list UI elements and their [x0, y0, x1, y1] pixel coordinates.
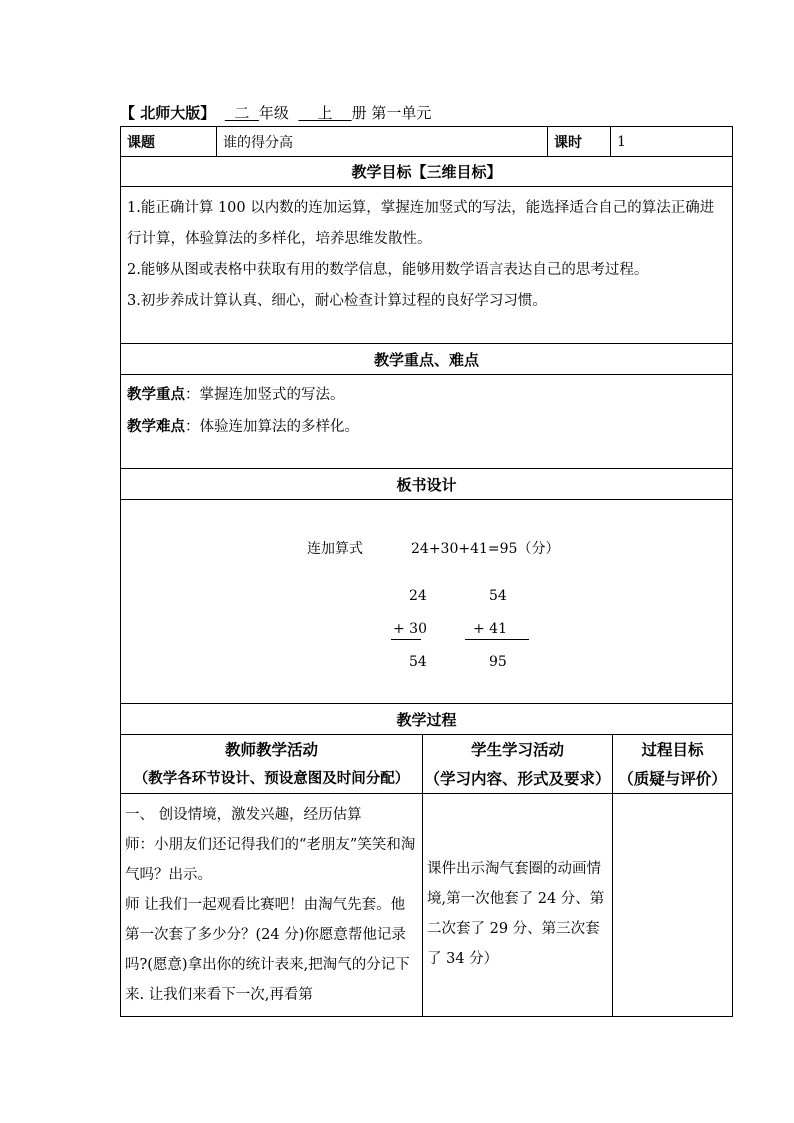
vertical-2-addend: + 41 [473, 621, 507, 637]
vertical-2-top: 54 [489, 588, 507, 604]
vertical-2-result: 95 [489, 654, 507, 670]
vertical-1-top: 24 [409, 588, 427, 604]
focus-text: ：掌握连加竖式的写法。 [185, 387, 345, 403]
period-label: 课时 [548, 127, 611, 157]
process-title: 教学过程 [121, 704, 733, 735]
student-activity-header [423, 735, 613, 794]
vertical-1-underline [391, 639, 421, 640]
difficulty-label: 教学难点 [127, 418, 185, 435]
teacher-line: 师 让我们一起观看比赛吧！由淘气先套。他第一次套了多少分？(24 分)你愿意帮他记录吗?(愿意)拿出你的统计表来,把淘气的分记下来. 让我们来看下一次,再看第 [125, 897, 410, 1003]
lesson-plan-table [120, 126, 732, 1017]
document-header [120, 102, 431, 123]
process-goal-subtitle: （质疑与评价） [618, 769, 727, 788]
board-label: 连加算式 [307, 541, 363, 557]
teacher-activity-subtitle: （教学各环节设计、预设意图及时间分配） [133, 770, 410, 787]
objective-item: 2.能够从图或表格中获取有用的数学信息，能够用数学语言表达自己的思考过程。 [127, 262, 649, 278]
difficulty-text: ：体验连加算法的多样化。 [185, 419, 359, 435]
focus-line [127, 379, 726, 411]
process-goal-cell [613, 794, 733, 1017]
key-points-body [121, 375, 733, 469]
objective-item: 3.初步养成计算认真、细心，耐心检查计算过程的良好学习习惯。 [127, 293, 547, 309]
student-activity-title: 学生学习活动 [470, 740, 564, 759]
teacher-activity-cell [121, 794, 423, 1017]
teacher-line: 一、 创设情境，激发兴趣，经历估算 [125, 807, 362, 823]
vertical-1-result: 54 [409, 654, 427, 670]
student-activity-subtitle: （学习内容、形式及要求） [424, 769, 611, 788]
publisher-label: 【 北师大版】 [120, 104, 216, 122]
objectives-list [121, 187, 733, 344]
board-equation: 24+30+41=95（分） [411, 541, 560, 557]
objectives-title: 教学目标【三维目标】 [121, 157, 733, 187]
vertical-2-underline [465, 639, 529, 640]
difficulty-line [127, 411, 726, 443]
grade-value: 二 [234, 104, 250, 122]
student-activity-cell: 课件出示淘气套圈的动画情境,第一次他套了 24 分、第二次套了 29 分、第三次套了 34 分） [423, 794, 613, 1017]
teacher-activity-title: 教师教学活动 [224, 740, 318, 759]
volume-label: 册 [351, 104, 367, 122]
focus-label: 教学重点 [127, 386, 185, 403]
process-goal-header [613, 735, 733, 794]
process-goal-title: 过程目标 [641, 740, 704, 759]
vertical-1-addend: + 30 [393, 621, 427, 637]
unit-label: 第一单元 [371, 104, 432, 122]
teacher-line: 师：小朋友们还记得我们的“老朋友”笑笑和淘气吗？出示。 [125, 837, 416, 883]
topic-value: 谁的得分高 [217, 127, 548, 157]
teacher-activity-header [121, 735, 423, 794]
board-title: 板书设计 [121, 469, 733, 500]
board-design-cell [121, 500, 733, 704]
key-points-title: 教学重点、难点 [121, 344, 733, 375]
volume-value: 上 [317, 104, 333, 122]
topic-label: 课题 [121, 127, 217, 157]
period-value: 1 [611, 127, 733, 157]
objective-item: 1.能正确计算 100 以内数的连加运算，掌握连加竖式的写法，能选择适合自己的算法正确进行计算，体验算法的多样化，培养思维发散性。 [127, 200, 715, 247]
grade-label: 年级 [258, 104, 289, 122]
board-design [121, 500, 732, 703]
